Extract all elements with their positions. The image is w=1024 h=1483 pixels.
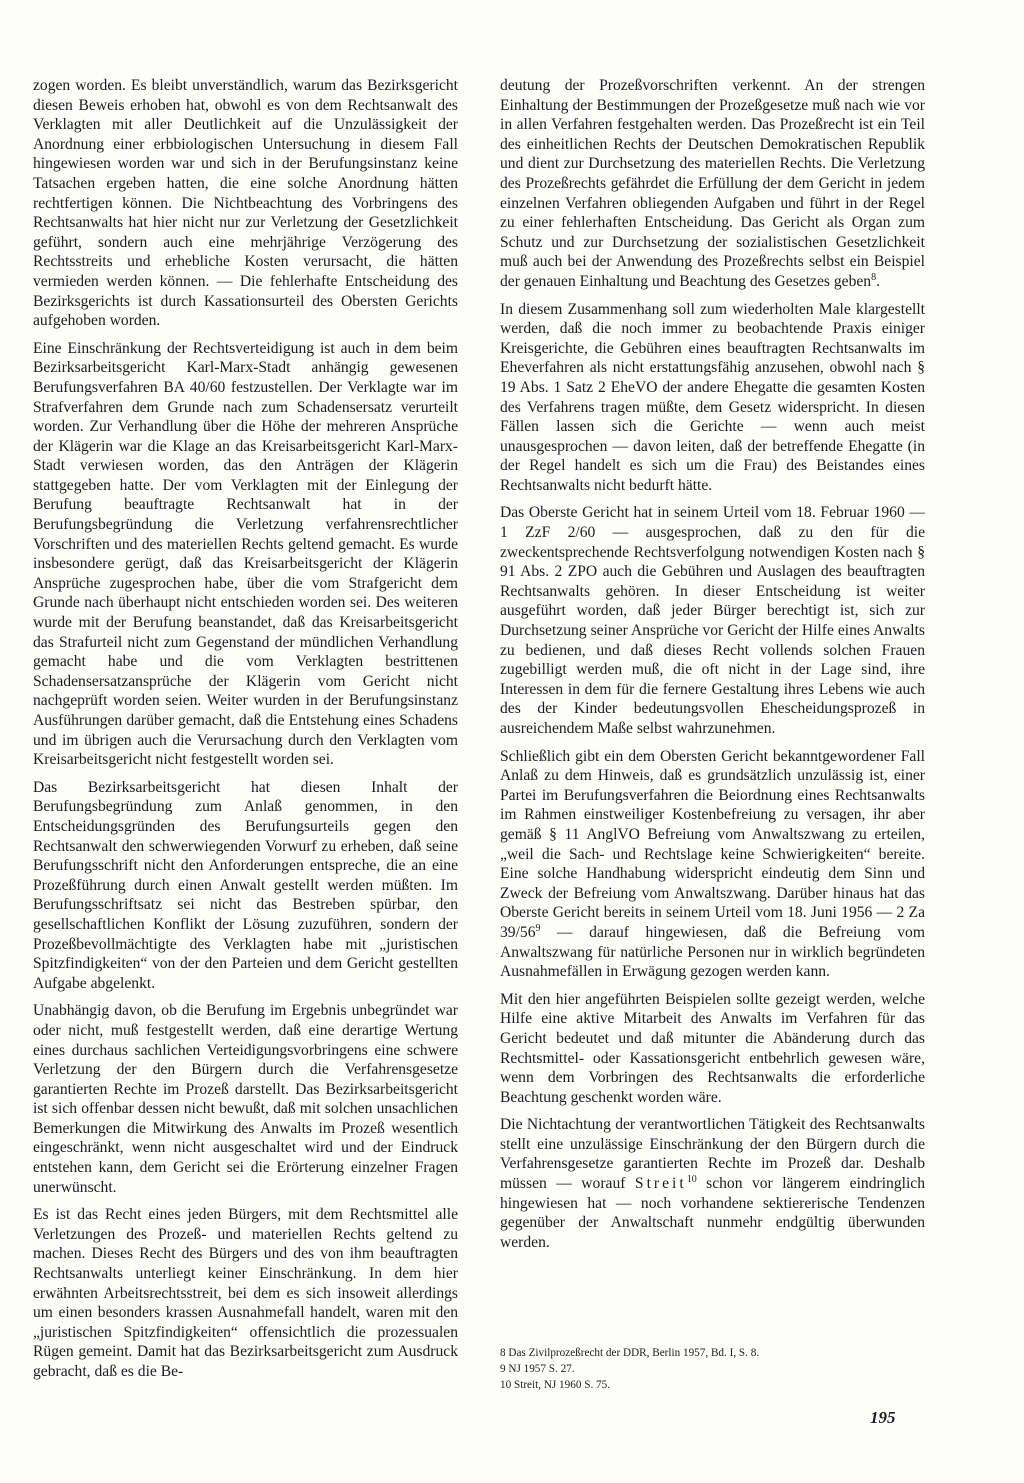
author-name: Streit [634,1175,687,1193]
page-number: 195 [870,1408,896,1427]
footnote-ref: 8 [871,271,877,283]
paragraph-text: Die Nichtachtung der verantwortlichen Tätigkeit des Rechtsanwalts stellt eine unzulässige Einschränkung der den Bürgern durch die Verfahrensgesetze garantierten Rechte im Prozeß dar. Deshalb müssen — worauf [500,1116,925,1193]
paragraph: In diesem Zusammenhang soll zum wiederholten Male klargestellt werden, daß die noch immer zu beobachtende Praxis einiger Kreisgerichte, die Gebühren eines beauftragten Rechtsanwalts im Eheverfahren als nicht erstattungsfähig anzusehen, obwohl nach § 19 Abs. 1 Satz 2 EheVO der andere Ehegatte die gesamten Kosten des Verfahrens tragen müßte, dem Gesetz widerspricht. In diesen Fällen lassen sich die Gerichte — wenn auch meist unausgesprochen — davon leiten, daß der betreffende Ehegatte (in der Regel handelt es sich um die Frau) des Beistandes eines Rechtsanwalts nicht bedurft hätte. [500,300,925,494]
footnote: 8 Das Zivilprozeßrecht der DDR, Berlin 1957, Bd. I, S. 8. [500,1347,760,1359]
paragraph [500,747,925,982]
paragraph: Unabhängig davon, ob die Berufung im Ergebnis unbegründet war oder nicht, muß festgestellt werden, daß eine derartige Wertung eines durchaus sachlichen Verteidigungsvorbringens eine schwere Verletzung der den Bürgern durch die Verfahrensgesetze garantierten Rechte im Prozeß darstellt. Das Bezirksarbeitsgericht ist sich offenbar dessen nicht bewußt, daß mit solchen unsachlichen Bemerkungen die Mitwirkung des Anwalts im Prozeß wesentlich eingeschränkt, wenn nicht ausgeschaltet wird und der Eindruck entstehen kann, dem Gericht sei die Erörterung einzelner Fragen unerwünscht. [33,1002,458,1196]
paragraph: Das Bezirksarbeitsgericht hat diesen Inhalt der Berufungsbegründung zum Anlaß genommen, in den Entscheidungsgründen des Berufungsurteils gegen den Rechtsanwalt den schwerwiegenden Vorwurf zu erheben, daß seine Berufungsschrift nicht den Anforderungen entspreche, die an eine Prozeßführung durch einen Anwalt gestellt werden müßten. Im Berufungsschriftsatz sei nicht das Bestreben spürbar, den gesellschaftlichen Konflikt der Lösung zuzuführen, sondern der Prozeßbevollmächtigte des Verklagten habe mit „juristischen Spitzfindigkeiten“ von der den Parteien und dem Gericht gestellten Aufgabe abgelenkt. [33,778,458,992]
paragraph-text: Schließlich gibt ein dem Obersten Gericht bekanntgewordener Fall Anlaß zu dem Hinweis, daß es grundsätzlich unzulässig ist, einer Partei im Berufungsverfahren die Beiordnung eines Rechtsanwalts im Rahmen einstweiliger Kostenbefreiung zu versagen, ihr aber gemäß § 11 AnglVO Befreiung vom Anwaltszwang zu erteilen, „weil die Sach- und Rechtslage keine Schwierigkeiten“ bereite. Eine solche Handhabung widerspricht eindeutig dem Sinn und Zweck der Befreiung vom Anwaltszwang. Darüber hinaus hat das Oberste Gericht bereits in seinem Urteil vom 18. Juni 1956 — 2 Za 39/56 [500,747,925,941]
right-column [500,76,925,1260]
paragraph-text: deutung der Prozeßvorschriften verkennt. An der strengen Einhaltung der Bestimmungen der Prozeßgesetze muß nach wie vor in allen Verfahren festgehalten werden. Das Prozeßrecht ist ein Teil des einheitlichen Rechts der Deutschen Demokratischen Republik und dient zur Durchsetzung des materiellen Rechts. Die Verletzung des Prozeßrechts gefährdet die Erfüllung der dem Gericht in jedem einzelnen Verfahren obliegenden Aufgaben und führt in der Regel zu einer fehlerhaften Entscheidung. Das Gericht als Organ zum Schutz und zur Durchsetzung der sozialistischen Gesetzlichkeit muß auch bei der Anwendung des Prozeßrechts selbst ein Beispiel der genauen Einhaltung und Beachtung des Gesetzes geben [500,77,925,290]
footnote: 9 NJ 1957 S. 27. [500,1363,575,1375]
paragraph: Mit den hier angeführten Beispielen sollte gezeigt werden, welche Hilfe eine aktive Mitarbeit des Anwalts im Verfahren für das Gericht bedeutet und daß mitunter die Abänderung durch das Rechtsmittel- oder Kassationsgericht entbehrlich gewesen wäre, wenn dem Vorbringen des Rechtsanwalts die erforderliche Beachtung geschenkt worden wäre. [500,990,925,1106]
footnote-ref: 10 [686,1173,697,1185]
paragraph: Es ist das Recht eines jeden Bürgers, mit dem Rechtsmittel alle Verletzungen des Prozeß- und materiellen Rechts geltend zu machen. Dieses Recht des Bürgers und des von ihm beauftragten Rechtsanwalts unterliegt keiner Einschränkung. In dem hier erwähnten Arbeitsrechtsstreit, bei dem es sich insoweit allerdings um einen besonders krassen Ausnahmefall handelt, waren mit den „juristischen Spitzfindigkeiten“ offensichtlich die prozessualen Rügen gemeint. Damit hat das Bezirksarbeitsgericht zum Ausdruck gebracht, daß es die Be- [33,1206,458,1380]
paragraph-text: . [876,272,880,290]
paragraph: zogen worden. Es bleibt unverständlich, warum das Bezirksgericht diesen Beweis erhoben hat, obwohl es von dem Rechtsanwalt des Verklagten mit aller Deutlichkeit auf die Unzulässigkeit der Anordnung einer erbbiologischen Untersuchung in diesem Fall hingewiesen worden war und sich in der Berufungsinstanz keine Tatsachen ergeben hatten, die eine solche Anordnung hätten rechtfertigen können. Die Nichtbeachtung des Vorbringens des Rechtsanwalts hat hier nicht nur zur Verletzung der Gesetzlichkeit geführt, sondern auch eine mehrjährige Verzögerung des Rechtsstreits und erhebliche Kosten verursacht, die hätten vermieden werden können. — Die fehlerhafte Entscheidung des Bezirksgerichts ist durch Kassationsurteil des Obersten Gerichts aufgehoben worden. [33,77,458,330]
paragraph-text: schon vor längerem eindringlich hingewiesen hat — noch vorhandene sektiererische Tendenzen gegenüber der Anwaltschaft nunmehr endgültig überwunden werden. [500,1175,926,1251]
paragraph-text: — darauf hingewiesen, daß die Befreiung vom Anwaltszwang für natürliche Personen nur in wirklich begründeten Ausnahmefällen in Erwägung gezogen werden kann. [500,923,925,981]
paragraph: Das Oberste Gericht hat in seinem Urteil vom 18. Februar 1960 — 1 ZzF 2/60 — ausgesprochen, daß zu den für die zweckentsprechende Rechtsverfolgung notwendigen Kosten nach § 91 Abs. 2 ZPO auch die Gebühren und Auslagen des beauftragten Rechtsanwalts gehören. In dieser Entscheidung ist weiter ausgeführt worden, daß jeder Bürger berechtigt ist, sich zur Durchsetzung seiner Ansprüche vor Gericht der Hilfe eines Anwalts zu bedienen, und daß dieses Recht vollends solchen Frauen zugebilligt werden muß, die oft nicht in der Lage sind, ihre Interessen in dem für die fernere Gestaltung ihres Lebens wie auch des der Kinder bedeutungsvollen Ehescheidungsprozeß in ausreichendem Maße selbst wahrzunehmen. [500,504,925,737]
footnotes [500,1345,925,1393]
paragraph [500,76,925,292]
footnote: 10 Streit, NJ 1960 S. 75. [500,1379,611,1391]
paragraph [500,1115,925,1252]
left-column [33,76,458,1390]
paragraph: Eine Einschränkung der Rechtsverteidigung ist auch in dem beim Bezirksarbeitsgericht Karl-Marx-Stadt anhängig gewesenen Berufungsverfahren BA 40/60 festzustellen. Der Verklagte war im Strafverfahren dem Grunde nach zum Schadensersatz verurteilt worden. Zur Verhandlung über die Höhe der mehreren Ansprüche der Klägerin war die Klage an das Kreisarbeitsgericht Karl-Marx-Stadt verwiesen worden, das den Anträgen der Klägerin stattgegeben hatte. Der vom Verklagten mit der Einlegung der Berufung beauftragte Rechtsanwalt hat in der Berufungsbegründung die Verletzung verfahrensrechtlicher Vorschriften und des materiellen Rechts geltend gemacht. Es wurde insbesondere gerügt, daß das Kreisarbeitsgericht der Klägerin Ansprüche zugesprochen habe, über die vom Strafgericht dem Grunde nach überhaupt nicht entschieden worden sei. Des weiteren wurde mit der Berufung beanstandet, daß das Kreisarbeitsgericht das Strafurteil nicht zum Gegenstand der mündlichen Verhandlung gemacht habe und die vom Verklagten bestrittenen Schadensersatzansprüche der Klägerin vom Gericht nicht nachgeprüft worden seien. Weiter wurden in der Berufungsinstanz Ausführungen darüber gemacht, daß die Entstehung eines Schadens und im übrigen auch die Verursachung durch den Verklagten vom Kreisarbeitsgericht nicht festgestellt worden sei. [33,339,458,769]
footnote-ref: 9 [535,922,541,934]
